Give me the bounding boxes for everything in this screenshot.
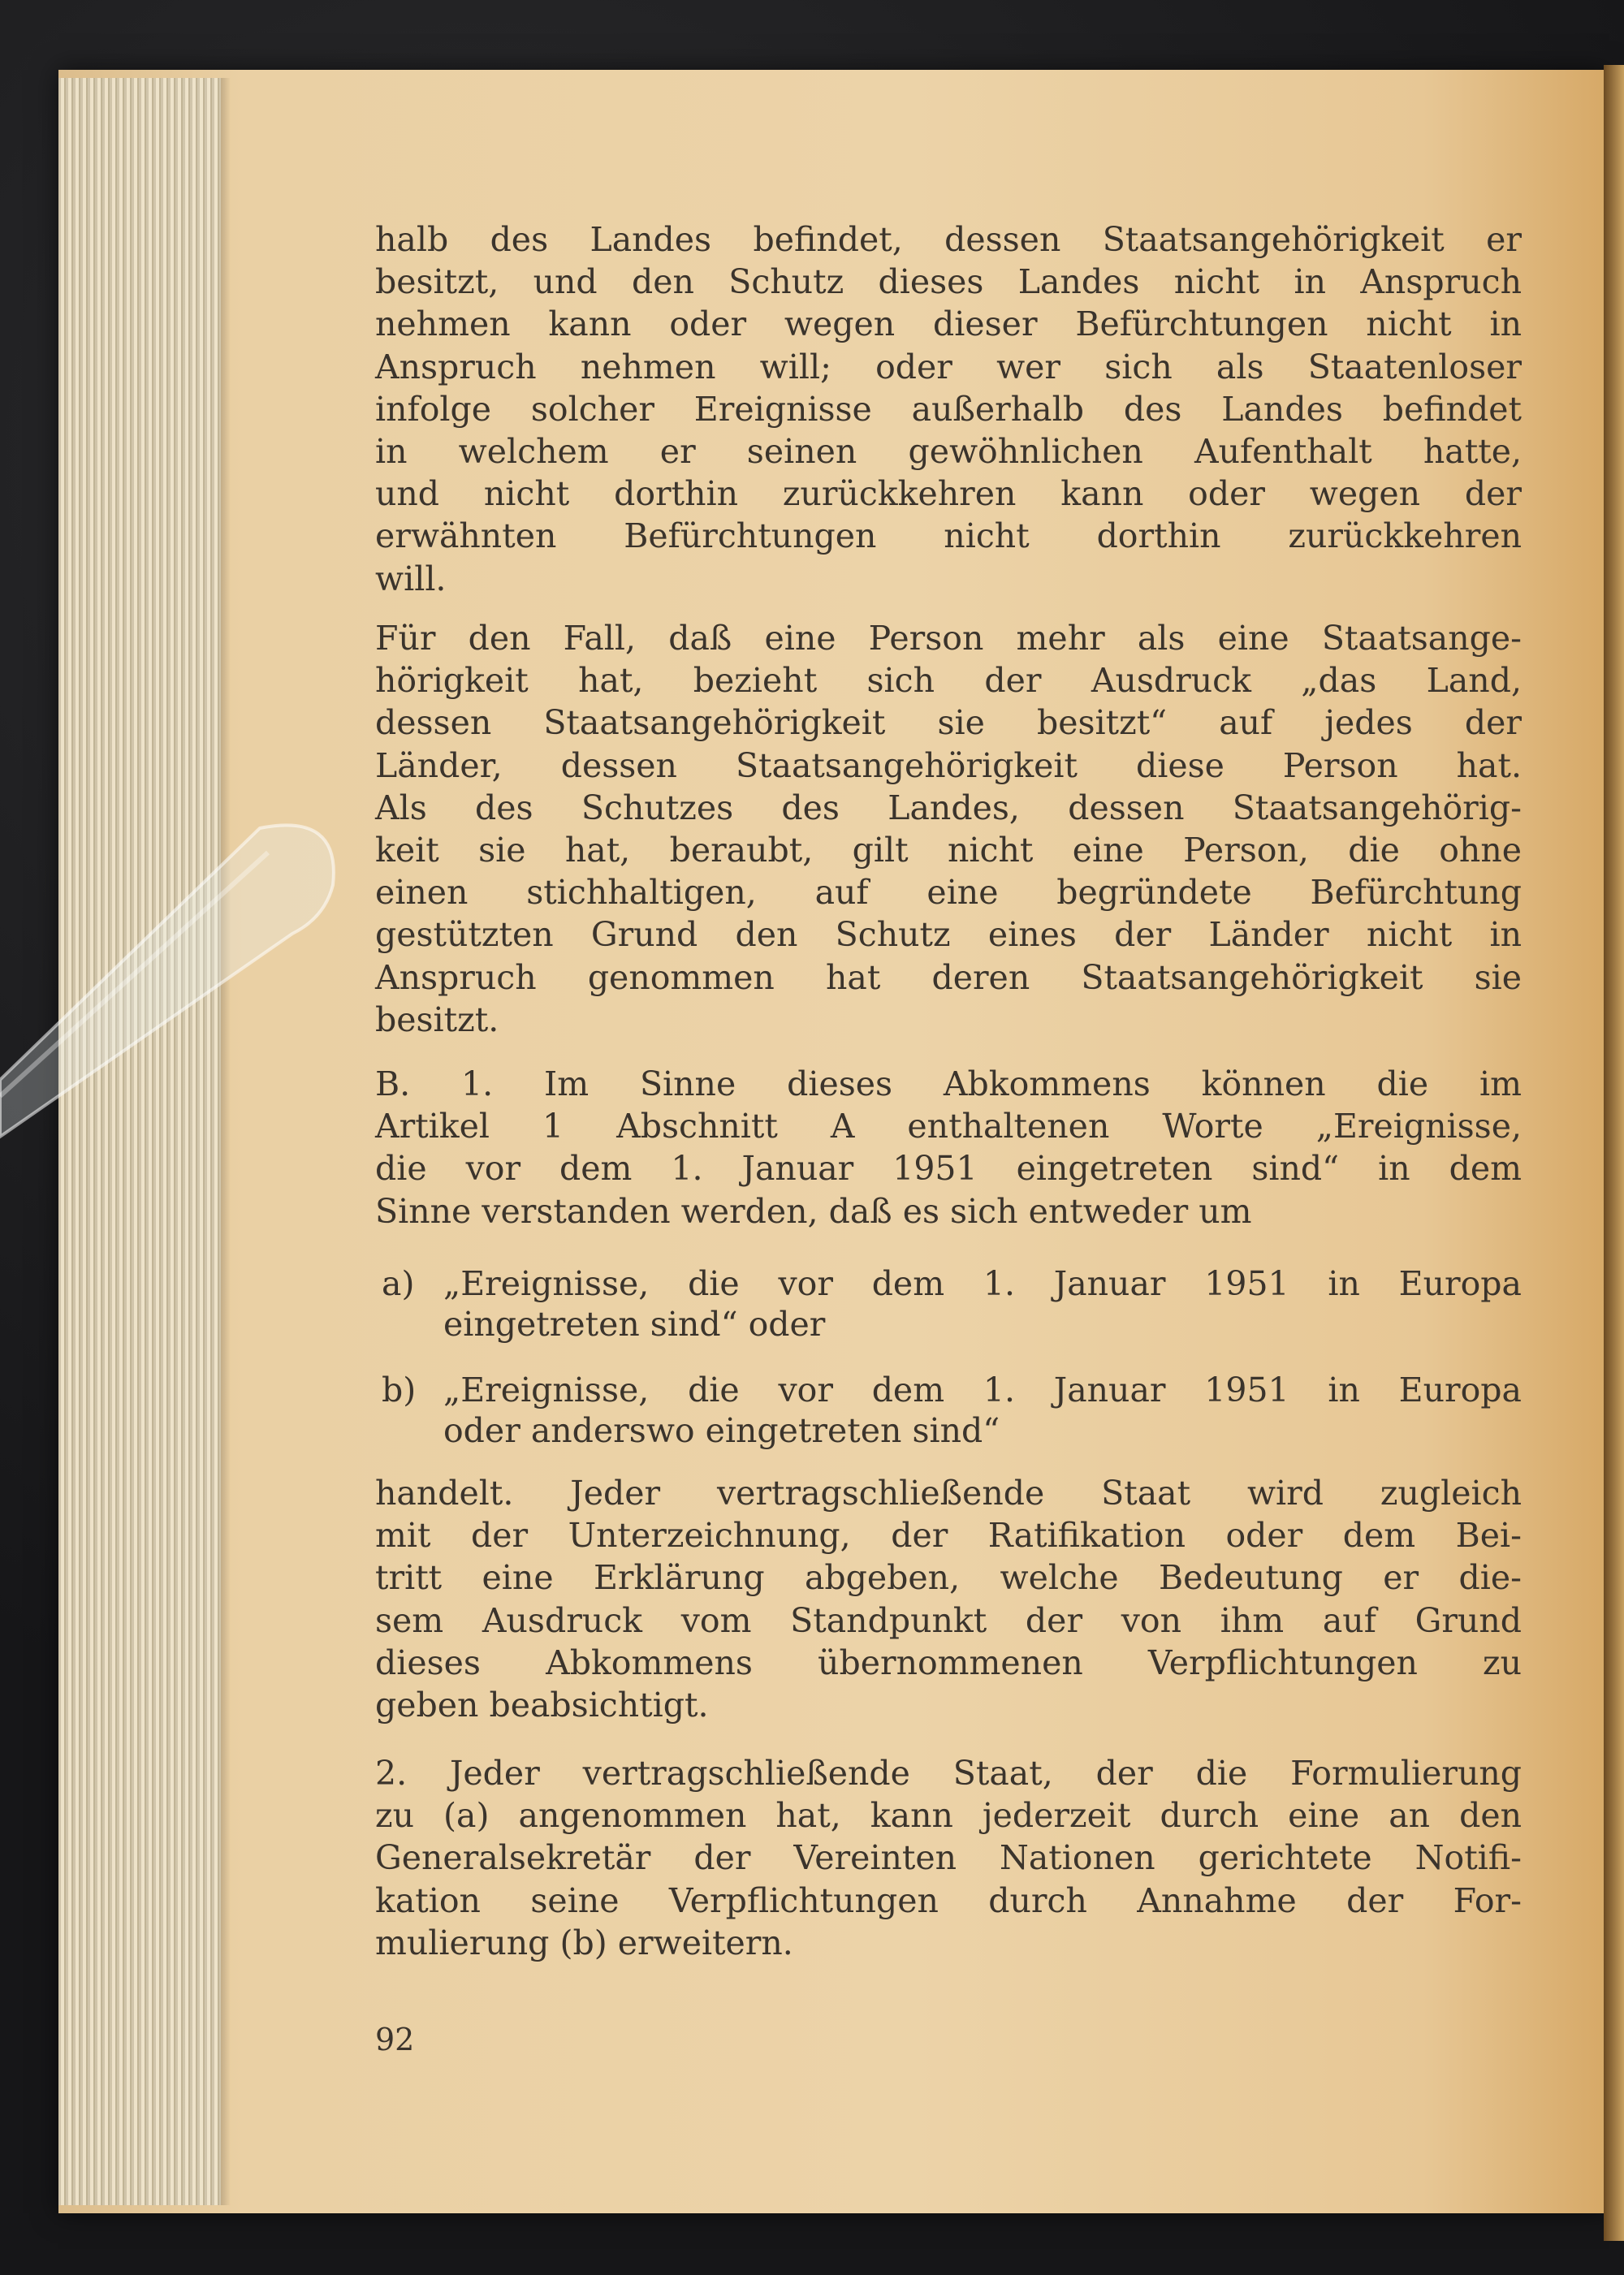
next-page-edge [1604,65,1624,2241]
paragraph-4 [375,1472,1522,1726]
text-line: Anspruch genommen hat deren Staatsangehörigkeit sie [375,957,1522,997]
text-line: dieses Abkommens übernommenen Verpflichtungen zu [375,1643,1522,1682]
text-line: Generalsekretär der Vereinten Nationen gerichtete Notifi- [375,1838,1522,1878]
text-line: kation seine Verpflichtungen durch Annahme der For- [375,1880,1522,1920]
list-label: b) [382,1371,417,1409]
list-item-b [382,1370,1522,1451]
text-line: oder anderswo eingetreten sind“ [443,1411,1000,1450]
text-line: die vor dem 1. Januar 1951 eingetreten sind“ in dem [375,1149,1522,1189]
text-line: geben beabsichtigt. [375,1685,709,1725]
text-line: „Ereignisse, die vor dem 1. Januar 1951 in Europa [443,1264,1522,1303]
text-line: gestützten Grund den Schutz eines der Länder nicht in [375,915,1522,955]
text-line: besitzt, und den Schutz dieses Landes nicht in Anspruch [375,262,1522,302]
text-line: nehmen kann oder wegen dieser Befürchtungen nicht in [375,304,1522,344]
text-line: dessen Staatsangehörigkeit sie besitzt“ auf jedes der [375,703,1522,743]
text-line: zu (a) angenommen hat, kann jederzeit durch eine an den [375,1796,1522,1836]
text-line: Als des Schutzes des Landes, dessen Staatsangehörig- [375,788,1522,827]
paragraph-2 [375,617,1522,1041]
text-line: in welchem er seinen gewöhnlichen Aufenthalt hatte, [375,431,1522,471]
page-number: 92 [375,2022,415,2057]
text-line: sem Ausdruck vom Standpunkt der von ihm auf Grund [375,1600,1522,1640]
text-line: infolge solcher Ereignisse außerhalb des Landes befindet [375,389,1522,429]
text-line: hörigkeit hat, bezieht sich der Ausdruck „das Land, [375,661,1522,701]
text-line: „Ereignisse, die vor dem 1. Januar 1951 in Europa [443,1371,1522,1409]
plastic-bookmark [0,812,349,1153]
text-line: Artikel 1 Abschnitt A enthaltenen Worte „Ereignisse, [375,1107,1522,1146]
text-line: besitzt. [375,999,499,1039]
text-line: mulierung (b) erweitern. [375,1923,793,1962]
paragraph-5 [375,1752,1522,1964]
text-line: einen stichhaltigen, auf eine begründete Befürchtung [375,873,1522,913]
text-line: Anspruch nehmen will; oder wer sich als Staatenloser [375,347,1522,386]
text-line: 2. Jeder vertragschließende Staat, der die Formulierung [375,1754,1522,1793]
text-line: Für den Fall, daß eine Person mehr als eine Staatsange- [375,619,1522,658]
paragraph-1 [375,218,1522,600]
list-label: a) [382,1264,415,1303]
text-line: mit der Unterzeichnung, der Ratifikation oder dem Bei- [375,1516,1522,1556]
paragraph-3 [375,1063,1522,1232]
text-line: handelt. Jeder vertragschließende Staat wird zugleich [375,1474,1522,1513]
text-line: und nicht dorthin zurückkehren kann oder wegen der [375,474,1522,514]
text-line: erwähnten Befürchtungen nicht dorthin zurückkehren [375,516,1522,556]
text-line: tritt eine Erklärung abgeben, welche Bedeutung er die- [375,1558,1522,1598]
text-line: Sinne verstanden werden, daß es sich entweder um [375,1191,1252,1231]
text-line: Länder, dessen Staatsangehörigkeit diese Person hat. [375,745,1522,785]
list-item-a [382,1263,1522,1345]
text-line: keit sie hat, beraubt, gilt nicht eine Person, die ohne [375,830,1522,870]
text-line: B. 1. Im Sinne dieses Abkommens können die im [375,1064,1522,1103]
text-line: will. [375,559,447,598]
text-line: eingetreten sind“ oder [443,1305,826,1344]
text-line: halb des Landes befindet, dessen Staatsangehörigkeit er [375,220,1522,259]
